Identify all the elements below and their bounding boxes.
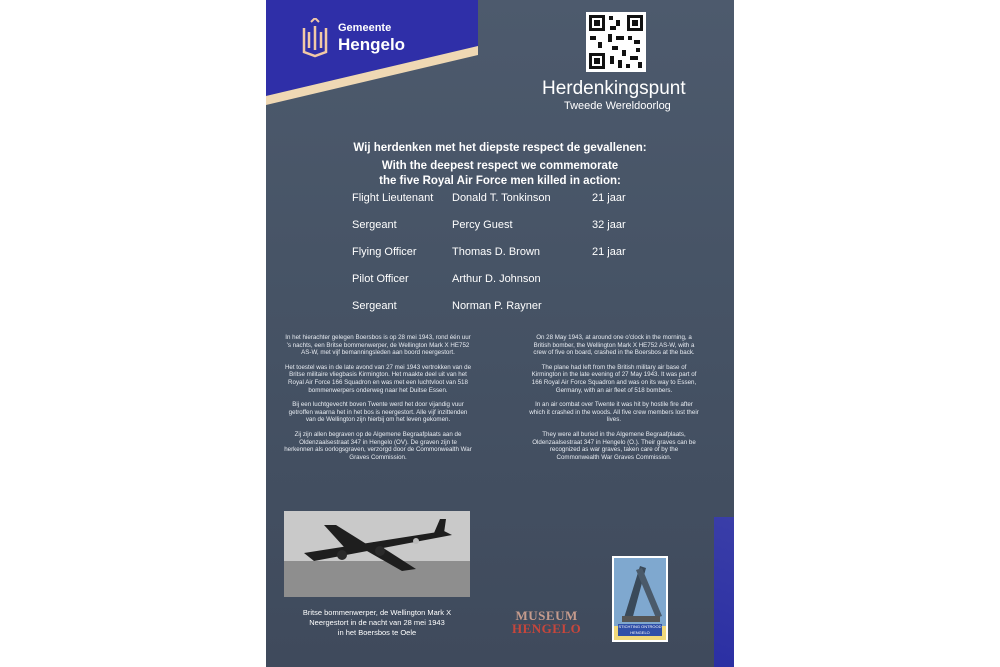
crew-row: [352, 246, 672, 273]
dutch-paragraph: Bij een luchtgevecht boven Twente werd het door vijandig vuur getroffen waarna het in het bos is neergestort. Alle vijf inzittenden van de Wellington zijn hierbij om het leven gekomen.: [288, 401, 468, 424]
crew-rank: Pilot Officer: [352, 273, 409, 285]
crew-row: [352, 219, 672, 246]
crew-list: [352, 192, 672, 327]
intro-dutch: Wij herdenken met het diepste respect de gevallenen:: [353, 142, 647, 154]
logo-small-text: Gemeente: [338, 22, 392, 34]
crew-row: [352, 273, 672, 300]
gemeente-logo: [300, 18, 405, 58]
page-title: Herdenkingspunt: [542, 78, 686, 99]
crew-age: 32 jaar: [592, 219, 626, 231]
crew-row: [352, 192, 672, 219]
caption-line: Neergestort in de nacht van 28 mei 1943: [309, 618, 445, 627]
dutch-paragraph: Zij zijn allen begraven op de Algemene Begraafplaats aan de Oldenzaalsestraat 347 in Hengelo (OV). De graven zijn te herkennen als oorlogsgraven, verzorgd door de Commonwealth War Graves Commission.: [284, 430, 472, 461]
dutch-paragraph: In het hierachter gelegen Boersbos is op 28 mei 1943, rond één uur 's nachts, een Britse bommenwerper, de Wellington Mark X HE752 AS-W, met vijf bemanningsleden aan boord neergestort.: [285, 334, 471, 357]
crew-rank: Sergeant: [352, 300, 397, 312]
caption-line: Britse bommenwerper, de Wellington Mark X: [302, 608, 452, 617]
qr-code-icon[interactable]: [586, 12, 646, 72]
page-subtitle: Tweede Wereldoorlog: [564, 100, 671, 112]
crew-rank: Flight Lieutenant: [352, 192, 434, 204]
english-text-column: [528, 334, 700, 468]
crew-row: [352, 300, 672, 327]
logo-big-text: Hengelo: [338, 35, 406, 54]
bomber-photo: [284, 511, 470, 597]
crew-name: Thomas D. Brown: [452, 246, 541, 258]
english-paragraph: The plane had left from the British military air base of Kirmington in the late evening of 27 May 1943. It was part of 166 Royal Air Force Squadron and was on its way to Essen, Germany, with an air fleet of 518 bombers.: [531, 363, 697, 394]
intro-english-2: the five Royal Air Force men killed in action:: [379, 175, 621, 187]
blue-accent-tab: [714, 517, 734, 667]
crew-rank: Flying Officer: [352, 246, 417, 258]
english-paragraph: In an air combat over Twente it was hit by hostile fire after which it crashed in the woods. All five crew members lost their lives.: [529, 401, 699, 424]
monument-label: STICHTING ONTROOD HENGELO: [618, 624, 662, 635]
english-paragraph: On 28 May 1943, at around one o'clock in the morning, a British bomber, the Wellington Mark X HE752 AS-W, with a crew of five on board, crashed in the Boersbos at the back.: [533, 334, 695, 357]
memorial-sign: [266, 0, 734, 667]
crew-name: Percy Guest: [452, 219, 513, 231]
monument-sculpture-icon: [614, 558, 666, 626]
museum-logo-line2: HENGELO: [512, 621, 582, 636]
museum-hengelo-logo: [512, 609, 581, 635]
photo-caption: [284, 608, 470, 638]
crew-age: 21 jaar: [592, 192, 626, 204]
monument-badge: [612, 556, 668, 642]
dutch-paragraph: Het toestel was in de late avond van 27 mei 1943 vertrokken van de Britse militaire vliegbasis Kirmington. Het maakte deel uit van het Royal Air Force 166 Squadron en was met een luchtvloot van 518 bommenwerpers onderweg naar het Duitse Essen.: [284, 363, 472, 394]
intro-english-1: With the deepest respect we commemorate: [381, 160, 619, 172]
english-paragraph: They were all buried in the Algemene Begraafplaats, Oldenzaalsestraat 347 in Hengelo (O.). Their graves can be recognized as war graves, taken care of by the Commonwealth War Graves Commission.: [532, 430, 696, 461]
caption-line: in het Boersbos te Oele: [337, 628, 417, 637]
crew-name: Arthur D. Johnson: [452, 273, 541, 285]
crew-name: Norman P. Rayner: [452, 300, 542, 312]
crew-rank: Sergeant: [352, 219, 397, 231]
crew-age: 21 jaar: [592, 246, 626, 258]
dutch-text-column: [284, 334, 472, 468]
hengelo-crest-icon: [300, 18, 330, 58]
crew-name: Donald T. Tonkinson: [452, 192, 551, 204]
wellington-bomber-icon: [284, 511, 470, 597]
museum-logo-line1: MUSEUM: [515, 608, 578, 623]
